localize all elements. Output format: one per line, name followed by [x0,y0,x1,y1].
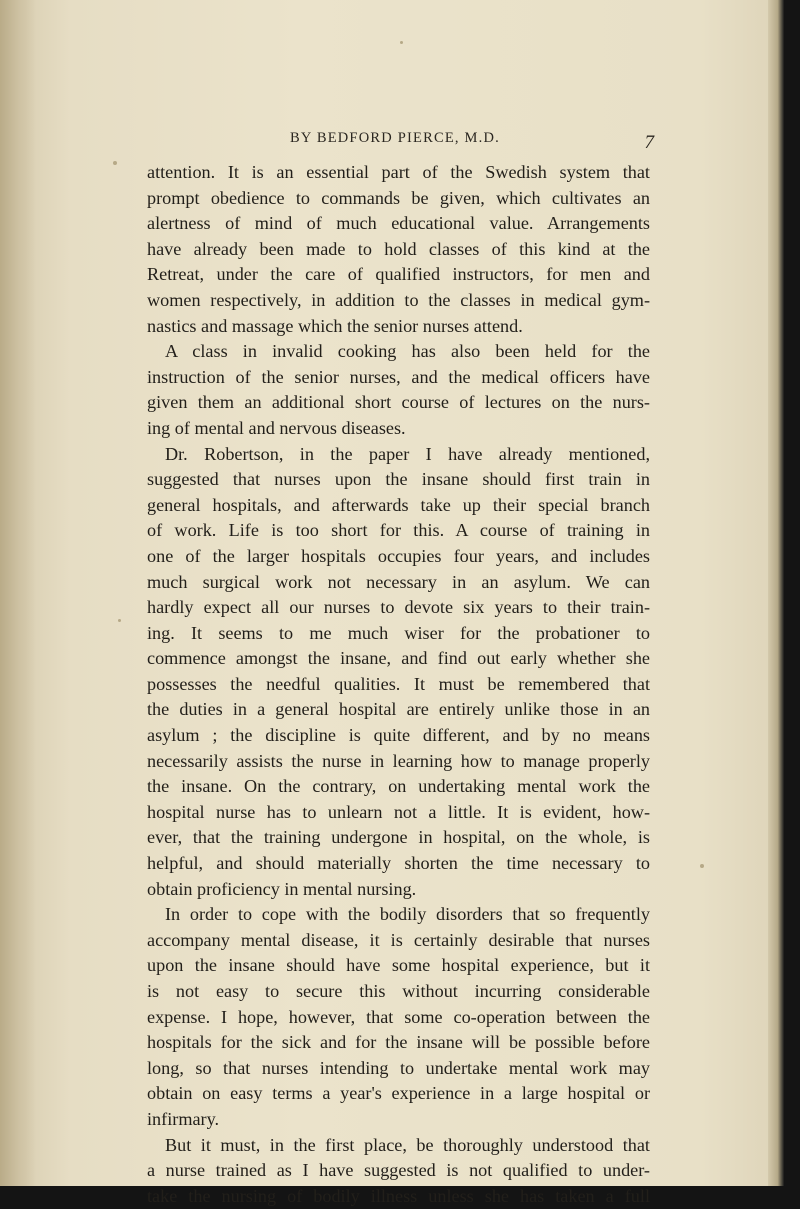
text-line: long, so that nurses intending to undertake mental work may [147,1057,650,1078]
text-line: helpful, and should materially shorten the time necessary to [147,853,650,874]
text-line: suggested that nurses upon the insane should first train in [147,469,650,490]
text-line: alertness of mind of much educational value. Arrangements [147,213,650,234]
running-head: BY BEDFORD PIERCE, M.D. [290,130,500,146]
text-line: But it must, in the first place, be thoroughly understood that [165,1134,650,1155]
page-edge [768,0,784,1186]
text-line: A class in invalid cooking has also been held for the [165,341,650,362]
text-line: infirmary. [147,1108,220,1129]
text-line: have already been made to hold classes of this kind at the [147,238,650,259]
text-line: general hospitals, and afterwards take up their special branch [147,494,650,515]
text-line: nastics and massage which the senior nurses attend. [147,315,523,336]
paper-spot [113,161,117,165]
text-line: prompt obedience to commands be given, which cultivates an [147,187,650,208]
text-line: Dr. Robertson, in the paper I have already mentioned, [165,443,650,464]
text-line: is not easy to secure this without incurring considerable [147,981,650,1001]
paper-spot [400,41,403,44]
text-line: a nurse trained as I have suggested is not qualified to under- [147,1160,650,1181]
text-line: ing. It seems to me much wiser for the probationer to [147,622,650,643]
binding-gutter [0,0,36,1186]
text-line: attention. It is an essential part of the Swedish system that [147,162,650,182]
paper-spot [700,864,704,868]
text-line: given them an additional short course of lectures on the nurs- [147,392,650,413]
text-line: ever, that the training undergone in hospital, on the whole, is [147,827,650,848]
text-line: expense. I hope, however, that some co-operation between the [147,1006,650,1027]
page-header [142,128,654,152]
text-line: obtain proficiency in mental nursing. [147,878,417,899]
body-text [147,160,650,1209]
text-line: of work. Life is too short for this. A course of training in [147,520,650,541]
paper-spot [118,619,121,622]
text-line: In order to cope with the bodily disorders that so frequently [165,904,650,925]
text-line: asylum ; the discipline is quite different, and by no means [147,725,650,746]
text-line: commence amongst the insane, and find out early whether she [147,648,650,669]
text-line: obtain on easy terms a year's experience in a large hospital or [147,1083,650,1104]
text-line: possesses the needful qualities. It must be remembered that [147,673,650,694]
text-line: instruction of the senior nurses, and the medical officers have [147,366,650,387]
text-line: take the nursing of bodily illness unless she has taken a full [147,1185,650,1206]
text-line: hospital nurse has to unlearn not a little. It is evident, how- [147,801,650,822]
text-line: accompany mental disease, it is certainly desirable that nurses [147,929,650,950]
text-line: much surgical work not necessary in an asylum. We can [147,571,650,592]
text-line: the duties in a general hospital are entirely unlike those in an [147,699,650,720]
page-number: 7 [644,132,654,153]
text-line: the insane. On the contrary, on undertaking mental work the [147,776,650,797]
text-line: one of the larger hospitals occupies four years, and includes [147,545,650,566]
text-line: women respectively, in addition to the classes in medical gym- [147,289,650,310]
text-line: Retreat, under the care of qualified instructors, for men and [147,264,650,285]
text-line: ing of mental and nervous diseases. [147,417,406,438]
text-line: hospitals for the sick and for the insane will be possible before [147,1032,650,1053]
text-line: hardly expect all our nurses to devote six years to their train- [147,597,650,618]
text-line: upon the insane should have some hospital experience, but it [147,955,650,976]
text-line: necessarily assists the nurse in learning how to manage properly [147,750,650,771]
